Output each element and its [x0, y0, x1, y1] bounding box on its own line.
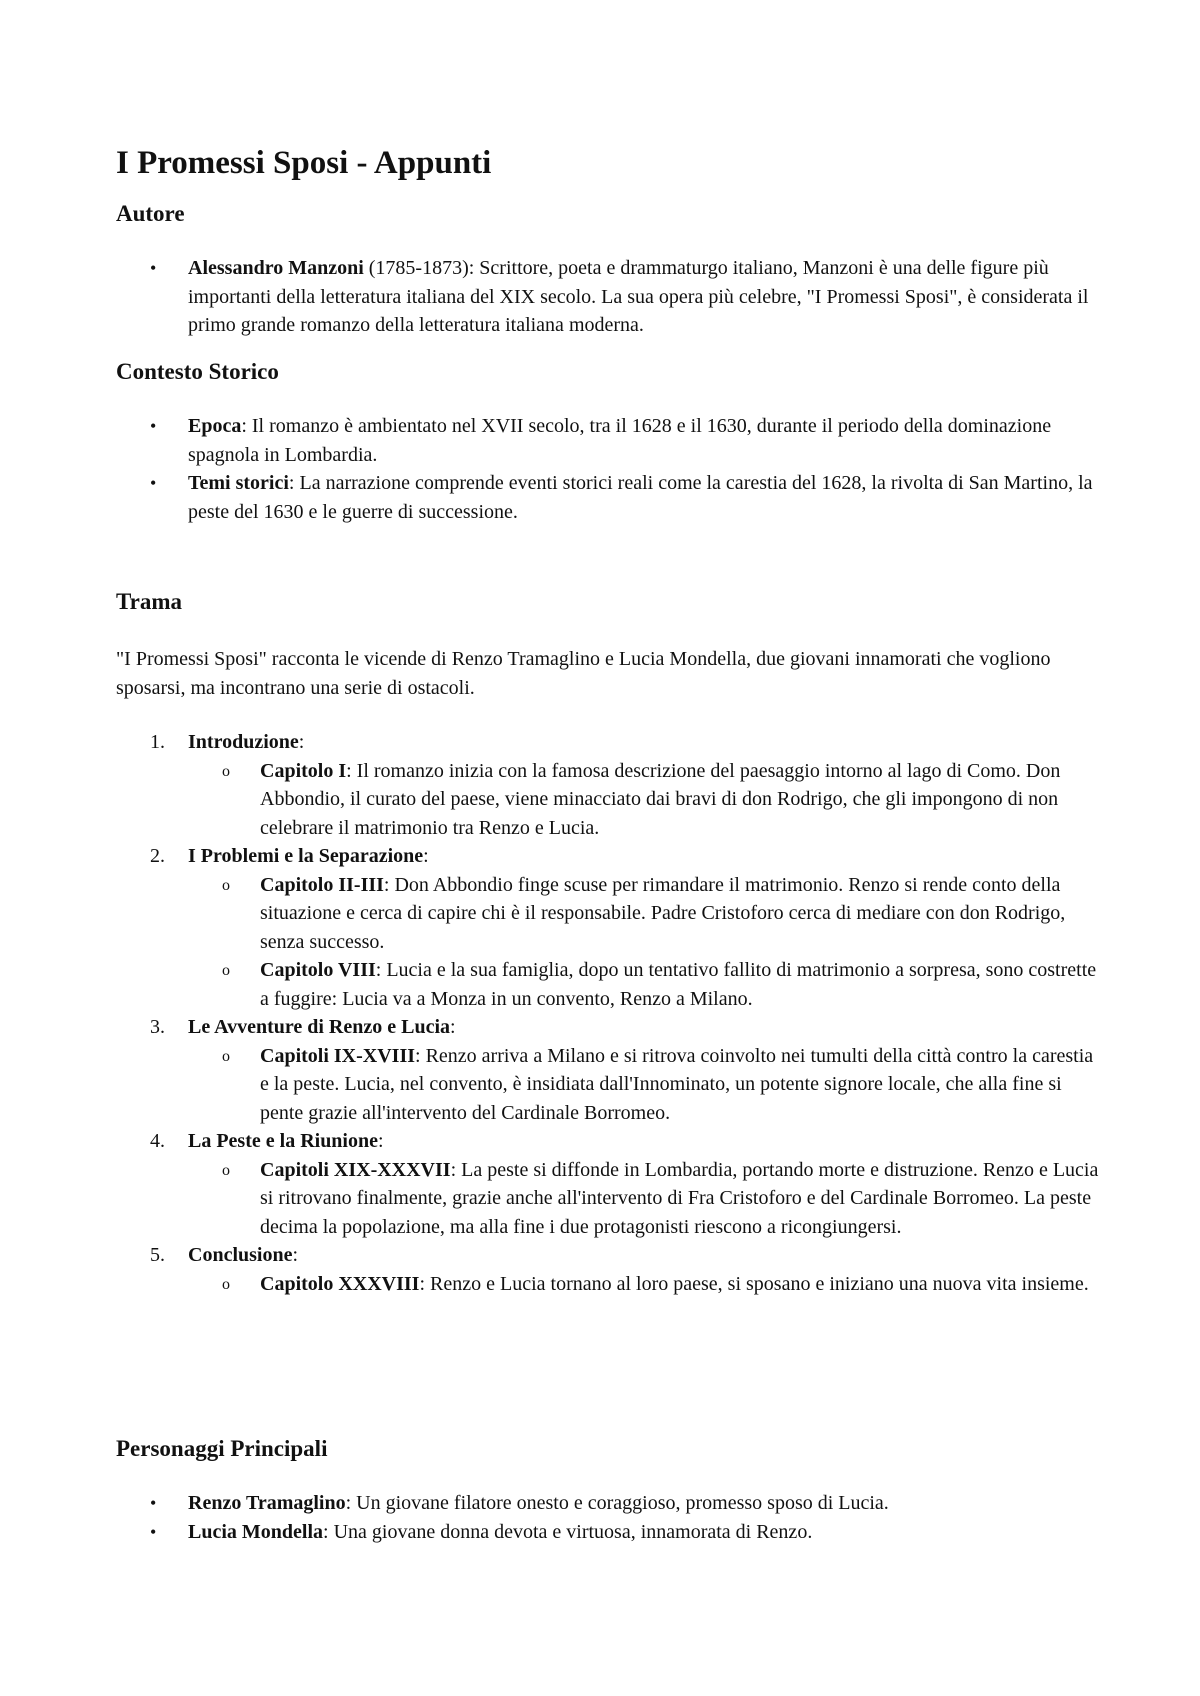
document-title: I Promessi Sposi - Appunti: [116, 145, 492, 181]
sub-term: Capitolo I: [260, 759, 347, 782]
sub-term: Capitolo VIII: [260, 959, 376, 981]
item-colon: :: [378, 1130, 384, 1152]
item-number: 2.: [150, 845, 165, 867]
bullet-icon: •: [150, 258, 157, 278]
sub-term: Capitoli XIX-XXXVII: [260, 1158, 451, 1181]
sub-list: [188, 757, 1101, 843]
item-term: Introduzione: [188, 731, 299, 753]
numbered-item: [116, 1013, 1101, 1127]
trama-intro: "I Promessi Sposi" racconta le vicende di Renzo Tramaglino e Lucia Mondella, due giovani innamorati che vogliono sposarsi, ma incontrano una serie di ostacoli.: [116, 648, 1051, 699]
sub-list: [188, 1156, 1101, 1242]
item-number: 3.: [150, 1016, 165, 1038]
circle-bullet-icon: o: [222, 962, 230, 979]
item-text: : La narrazione comprende eventi storici reali come la carestia del 1628, la rivolta di San Martino, la peste del 1630 e le guerre di successione.: [188, 472, 1093, 523]
item-term: La Peste e la Riunione: [188, 1130, 378, 1152]
sub-term: Capitolo II-III: [260, 873, 384, 896]
item-text: : Un giovane filatore onesto e coraggioso, promesso sposo di Lucia.: [345, 1492, 889, 1514]
item-term: I Problemi e la Separazione: [188, 845, 424, 867]
sub-term: Capitolo XXXVIII: [260, 1272, 420, 1295]
heading-autore: Autore: [116, 201, 185, 226]
item-colon: :: [423, 845, 429, 867]
sub-text: : Lucia e la sua famiglia, dopo un tentativo fallito di matrimonio a sorpresa, sono costrette a fuggire: Lucia va a Monza in un convento, Renzo a Milano.: [260, 959, 1097, 1010]
sub-term: Capitoli IX-XVIII: [260, 1044, 416, 1067]
sub-item: [188, 956, 1101, 1013]
numbered-item: [116, 728, 1101, 842]
circle-bullet-icon: o: [222, 1161, 230, 1179]
bullet-icon: •: [150, 416, 157, 436]
bullet-icon: •: [150, 1521, 157, 1542]
sub-item: [188, 1156, 1101, 1242]
bullet-icon: •: [150, 1493, 157, 1513]
item-number: 5.: [150, 1244, 165, 1266]
item-term: Alessandro Manzoni: [188, 257, 364, 279]
item-term: Temi storici: [188, 472, 289, 494]
sub-list: [188, 1042, 1101, 1128]
circle-bullet-icon: o: [222, 762, 230, 780]
sub-item: [188, 871, 1101, 957]
bullet-icon: •: [150, 473, 157, 493]
sub-text: : La peste si diffonde in Lombardia, portando morte e distruzione. Renzo e Lucia si ritrovano finalmente, grazie anche all'intervento di Fra Cristoforo e del Cardinale Borromeo. La peste decima la popolazione, ma alla fine i due protagonisti riescono a ricongiungersi.: [260, 1158, 1099, 1238]
sub-item: [188, 757, 1101, 843]
sub-text: : Don Abbondio finge scuse per rimandare il matrimonio. Renzo si rende conto della situazione e cerca di capire chi è il responsabile. Padre Cristoforo cerca di mediare con don Rodrigo, senza successo.: [260, 873, 1066, 953]
item-text: : Una giovane donna devota e virtuosa, innamorata di Renzo.: [323, 1520, 813, 1543]
item-term: Lucia Mondella: [188, 1520, 324, 1543]
list-item: [116, 1489, 1101, 1518]
item-term: Epoca: [188, 415, 242, 437]
sub-list: [188, 1270, 1101, 1299]
sub-item: [188, 1042, 1101, 1128]
sub-item: [188, 1270, 1101, 1299]
contesto-list: [116, 412, 1101, 526]
item-colon: :: [450, 1016, 456, 1038]
sub-text: : Renzo e Lucia tornano al loro paese, si sposano e iniziano una nuova vita insieme.: [419, 1272, 1089, 1295]
autore-list: [116, 254, 1101, 340]
item-text: : Il romanzo è ambientato nel XVII secolo, tra il 1628 e il 1630, durante il periodo della dominazione spagnola in Lombardia.: [188, 415, 1052, 466]
item-term: Conclusione: [188, 1244, 293, 1266]
sub-list: [188, 871, 1101, 1014]
list-item: [116, 412, 1101, 469]
circle-bullet-icon: o: [222, 1275, 230, 1293]
numbered-item: [116, 1241, 1101, 1298]
trama-parts-list: [116, 728, 1101, 1298]
heading-trama: Trama: [116, 589, 183, 614]
heading-contesto-storico: Contesto Storico: [116, 359, 279, 384]
item-number: 4.: [150, 1130, 165, 1152]
list-item: [116, 469, 1101, 526]
numbered-item: [116, 842, 1101, 1013]
circle-bullet-icon: o: [222, 1047, 230, 1065]
item-text: (1785-1873): Scrittore, poeta e drammaturgo italiano, Manzoni è una delle figure più importanti della letteratura italiana del XIX secolo. La sua opera più celebre, "I Promessi Sposi", è considerata il primo grande romanzo della letteratura italiana moderna.: [188, 257, 1089, 336]
item-colon: :: [298, 731, 305, 753]
numbered-item: [116, 1127, 1101, 1241]
sub-text: : Renzo arriva a Milano e si ritrova coinvolto nei tumulti della città contro la carestia e la peste. Lucia, nel convento, è insidiata dall'Innominato, un potente signore locale, che alla fine si pente grazie all'intervento del Cardinale Borromeo.: [260, 1044, 1094, 1124]
list-item: [116, 1518, 1101, 1547]
item-term: Le Avventure di Renzo e Lucia: [188, 1016, 451, 1038]
item-term: Renzo Tramaglino: [188, 1492, 346, 1514]
personaggi-list: [116, 1489, 1101, 1546]
heading-personaggi-principali: Personaggi Principali: [116, 1436, 328, 1461]
sub-text: : Il romanzo inizia con la famosa descrizione del paesaggio intorno al lago di Como. Don Abbondio, il curato del paese, viene minacciato dai bravi di don Rodrigo, che gli impongono di non celebrare il matrimonio tra Renzo e Lucia.: [260, 759, 1061, 839]
item-colon: :: [292, 1244, 299, 1266]
circle-bullet-icon: o: [222, 876, 230, 894]
list-item: [116, 254, 1101, 340]
item-number: 1.: [150, 731, 165, 753]
